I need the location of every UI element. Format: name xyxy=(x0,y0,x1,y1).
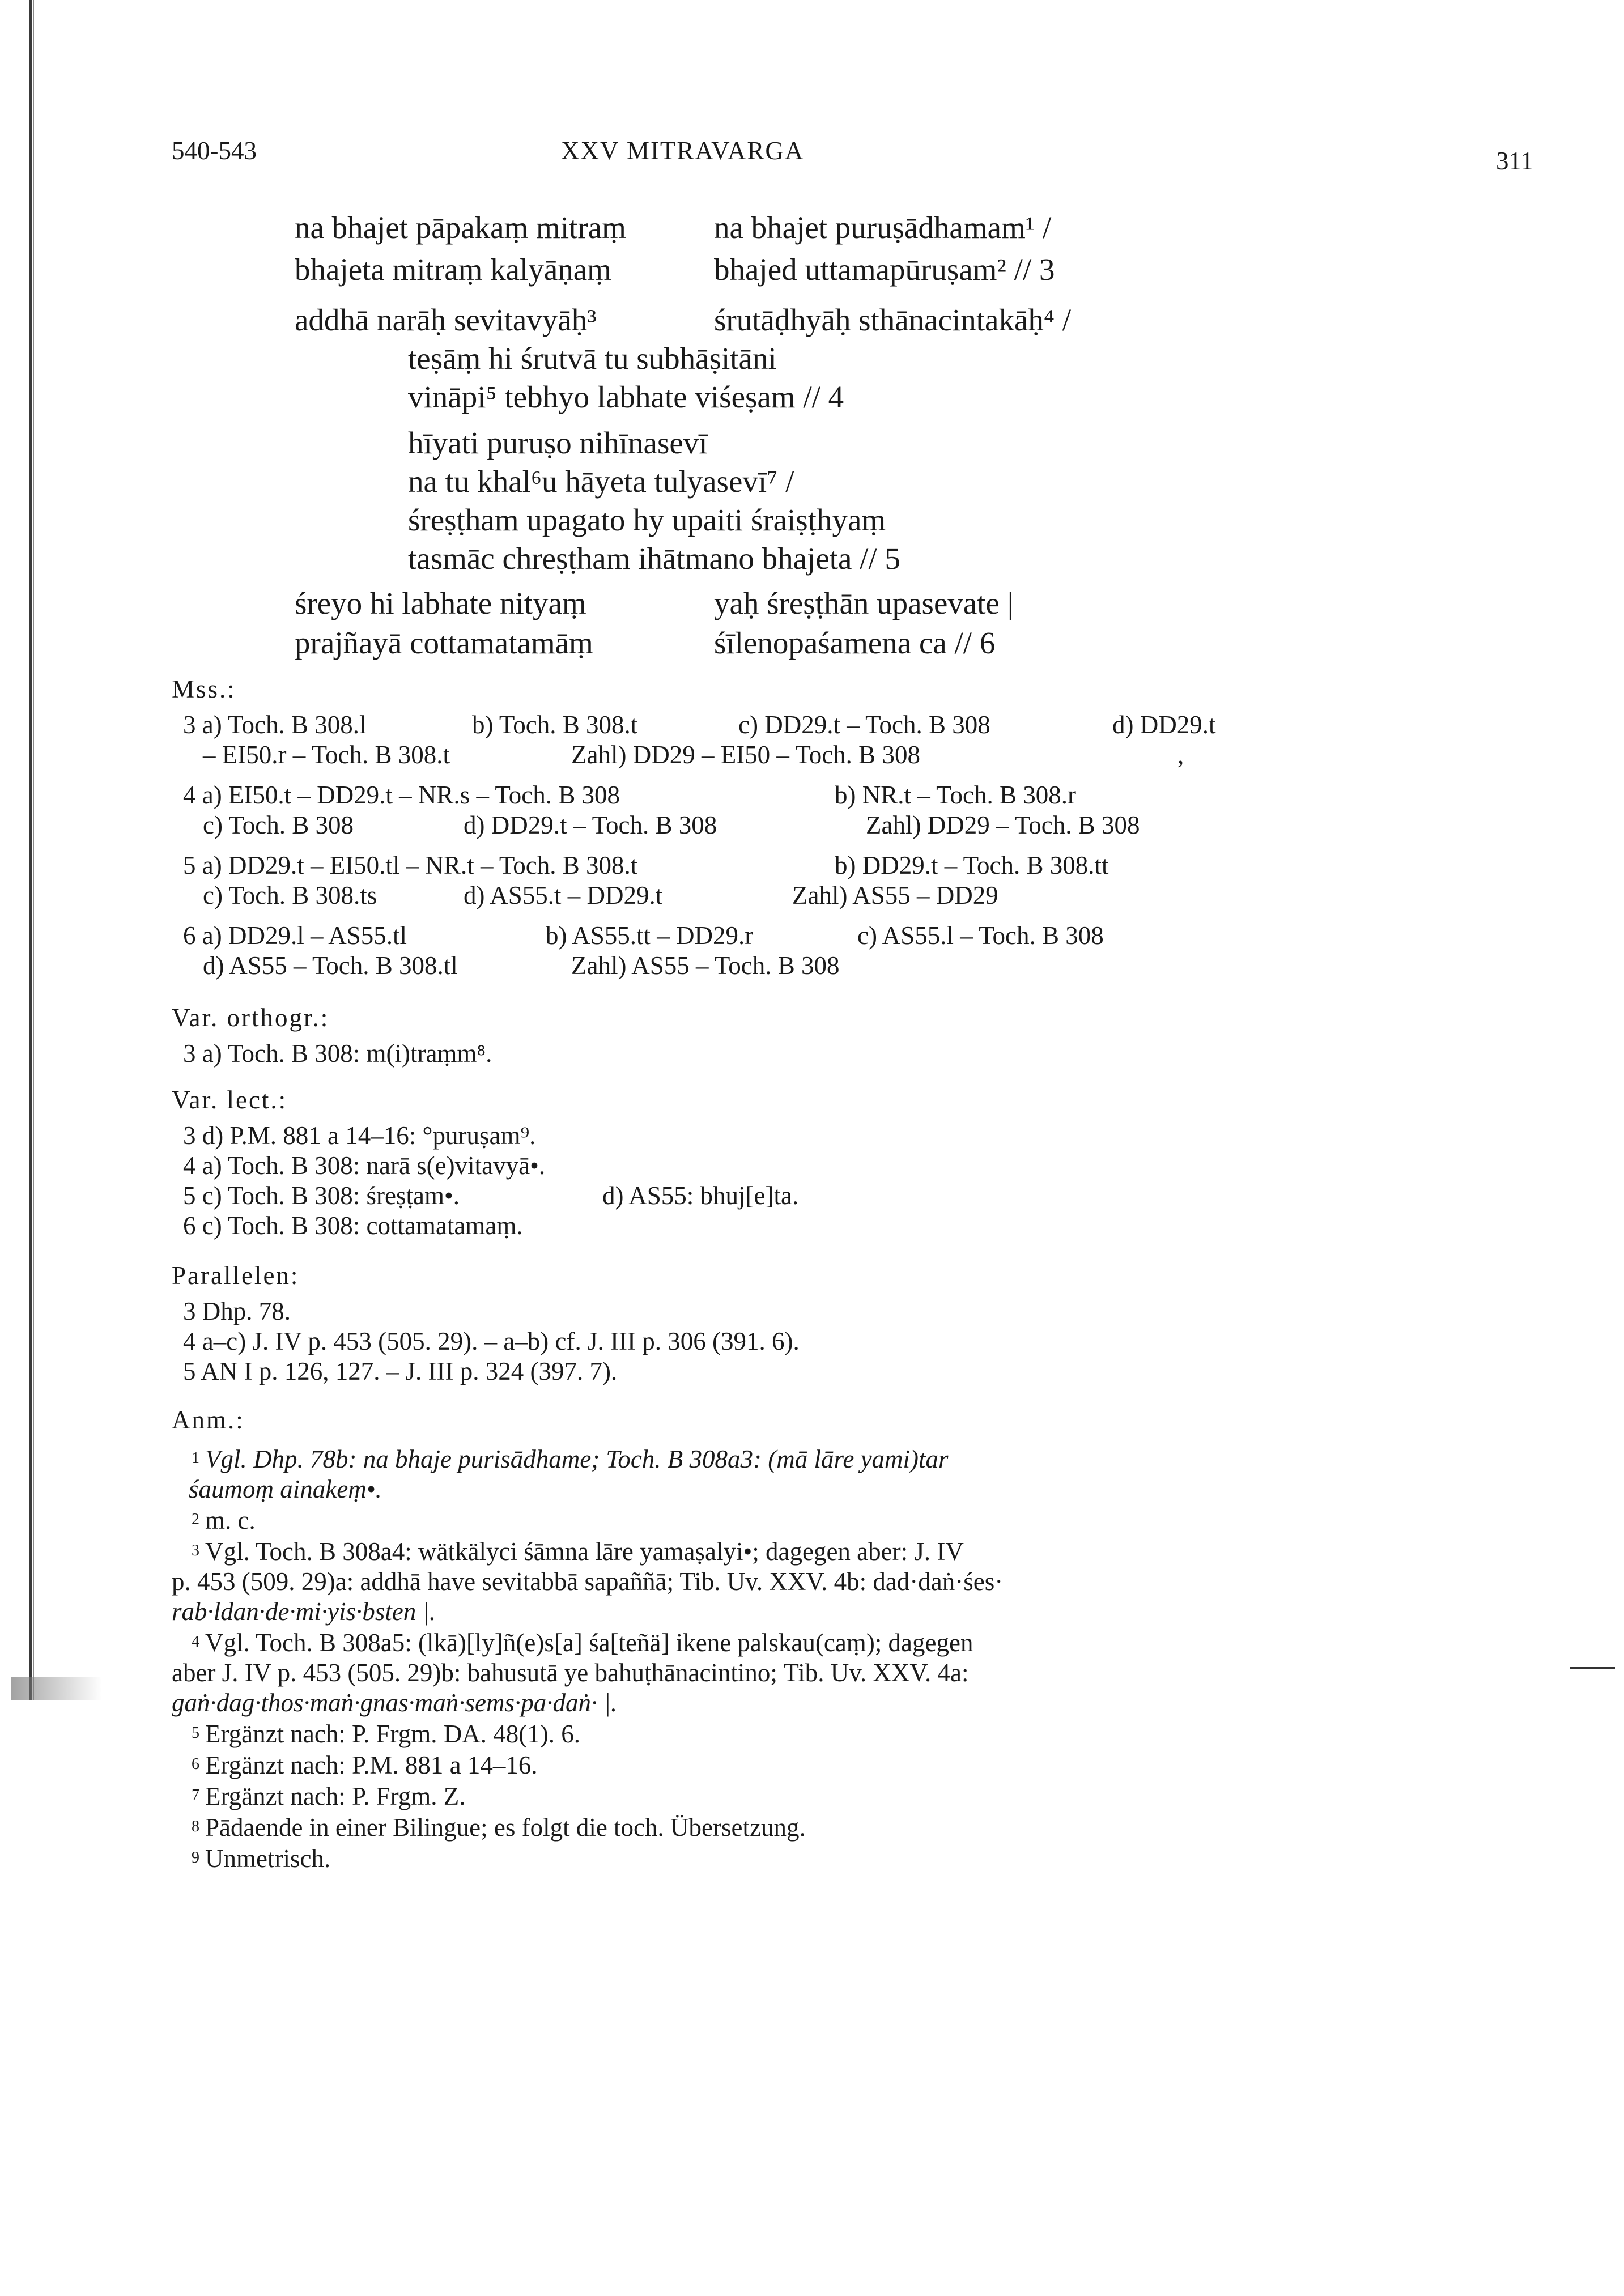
margin-mark xyxy=(1570,1667,1615,1669)
mss-line: 6 a) DD29.l – AS55.tl b) AS55.tt – DD29.r c) AS55.l – Toch. B 308 xyxy=(183,921,1104,950)
verse-pada-a: hīyati puruṣo nihīnasevī xyxy=(408,426,708,460)
manuscripts-section xyxy=(172,674,1216,981)
mss-line: c) Toch. B 308 d) DD29.t – Toch. B 308 Zahl) DD29 – Toch. B 308 xyxy=(203,811,1140,839)
section-label: Var. orthogr.: xyxy=(172,1004,330,1032)
book-binding-shadow xyxy=(33,0,34,1700)
section-label: Var. lect.: xyxy=(172,1086,288,1114)
footnote-8: $^8$ Pādaende in einer Bilingue; es folgt die toch. Übersetzung. xyxy=(192,1813,806,1842)
chapter-title: XXV MITRAVARGA xyxy=(561,137,805,165)
section-label: Mss.: xyxy=(172,675,236,703)
verse-pada-b: bhajed uttamapūruṣam² // 3 xyxy=(714,252,1055,287)
page-range: 540-543 xyxy=(172,137,257,165)
verse-pada-a: na bhajet pāpakaṃ mitraṃ xyxy=(295,210,626,245)
var-lect-line: 6 c) Toch. B 308: cottamatamaṃ. xyxy=(183,1211,523,1240)
verse-pada-a: śreyo hi labhate nityaṃ xyxy=(295,586,586,620)
section-label: Anm.: xyxy=(172,1406,245,1434)
footnote-2: $^2$ m. c. xyxy=(192,1506,256,1534)
mss-line: 5 a) DD29.t – EI50.tl – NR.t – Toch. B 308.t b) DD29.t – Toch. B 308.tt xyxy=(183,851,1109,879)
parallel-line: 5 AN I p. 126, 127. – J. III p. 324 (397. 7). xyxy=(183,1357,618,1385)
notes-section xyxy=(172,1405,1003,1874)
scan-smudge xyxy=(11,1677,102,1700)
footnote-7: $^7$ Ergänzt nach: P. Frgm. Z. xyxy=(192,1782,466,1810)
verse-pada-a: prajñayā cottamatamāṃ xyxy=(295,626,593,660)
mss-line: d) AS55 – Toch. B 308.tl Zahl) AS55 – Toch. B 308 xyxy=(203,951,840,980)
verse-pada-b: śīlenopaśamena ca // 6 xyxy=(714,626,996,660)
verse-pada-a: śreṣṭham upagato hy upaiti śraiṣṭhyaṃ xyxy=(408,503,886,537)
footnote-4: $^4$ Vgl. Toch. B 308a5: (lkā)[ly]ñ(e)s[a] śa[teñä] ikene palskau(caṃ); dagegen aber J. IV p. 453 (505. 29)b: bahusutā ye bahuṭhānacintino; Tib. Uv. XXV. 4a: gaṅ·dag·thos·maṅ·gnas·maṅ·sems·pa·daṅ· |. xyxy=(172,1629,973,1717)
footnote-1: $^1$ Vgl. Dhp. 78b: na bhaje purisādhame; Toch. B 308a3: (mā lāre yami)tar śaumoṃ ainakeṃ•. xyxy=(189,1445,949,1503)
section-label: Parallelen: xyxy=(172,1261,300,1290)
var-orthogr-section xyxy=(172,1003,492,1069)
verse-pada-b: na bhajet puruṣādhamam¹ / xyxy=(714,210,1052,245)
var-lect-line: 3 d) P.M. 881 a 14–16: °puruṣam⁹. xyxy=(183,1121,536,1150)
verse-pada-a: na tu khal⁶u hāyeta tulyasevī⁷ / xyxy=(408,464,794,499)
book-binding-edge xyxy=(29,0,32,1700)
verse-pada-a: vināpi⁵ tebhyo labhate viśeṣam // 4 xyxy=(408,380,844,414)
footnote-5: $^5$ Ergänzt nach: P. Frgm. DA. 48(1). 6. xyxy=(192,1720,581,1748)
var-lect-section xyxy=(172,1085,799,1241)
verse-pada-a: tasmāc chreṣṭham ihātmano bhajeta // 5 xyxy=(408,541,900,576)
page-number: 311 xyxy=(1496,147,1533,175)
verse-pada-b: śrutāḍhyāḥ sthānacintakāḥ⁴ / xyxy=(714,303,1072,337)
footnote-6: $^6$ Ergänzt nach: P.M. 881 a 14–16. xyxy=(192,1751,538,1779)
mss-line: – EI50.r – Toch. B 308.t Zahl) DD29 – EI50 – Toch. B 308 , xyxy=(203,741,1184,769)
verse-pada-a: bhajeta mitraṃ kalyāṇaṃ xyxy=(295,252,611,287)
parallel-line: 4 a–c) J. IV p. 453 (505. 29). – a–b) cf. J. III p. 306 (391. 6). xyxy=(183,1327,800,1355)
footnote-9: $^9$ Unmetrisch. xyxy=(192,1844,331,1873)
var-orthogr-line: 3 a) Toch. B 308: m(i)traṃm⁸. xyxy=(183,1039,492,1068)
parallel-line: 3 Dhp. 78. xyxy=(183,1297,291,1325)
mss-line: c) Toch. B 308.ts d) AS55.t – DD29.t Zahl) AS55 – DD29 xyxy=(203,881,998,909)
verse-pada-a: addhā narāḥ sevitavyāḥ³ xyxy=(295,303,597,337)
parallelen-section xyxy=(172,1261,800,1387)
mss-line: 3 a) Toch. B 308.l b) Toch. B 308.t c) DD29.t – Toch. B 308 d) DD29.t xyxy=(183,711,1216,739)
verse-pada-b: yaḥ śreṣṭhān upasevate | xyxy=(714,586,1014,620)
mss-line: 4 a) EI50.t – DD29.t – NR.s – Toch. B 308 b) NR.t – Toch. B 308.r xyxy=(183,781,1077,809)
var-lect-line: 4 a) Toch. B 308: narā s(e)vitavyā•. xyxy=(183,1151,546,1180)
var-lect-line: 5 c) Toch. B 308: śreṣṭam•. d) AS55: bhuj[e]ta. xyxy=(183,1181,799,1210)
verse-pada-a: teṣāṃ hi śrutvā tu subhāṣitāni xyxy=(408,341,777,376)
footnote-3: $^3$ Vgl. Toch. B 308a4: wätkälyci śāmna lāre yamaṣalyi•; dagegen aber: J. IV p. 453 (509. 29)a: addhā have sevitabbā sapaññā; Tib. Uv. XXV. 4b: dad·daṅ·śes· rab·ldan·de·mi·yis·bsten |. xyxy=(172,1537,1004,1626)
